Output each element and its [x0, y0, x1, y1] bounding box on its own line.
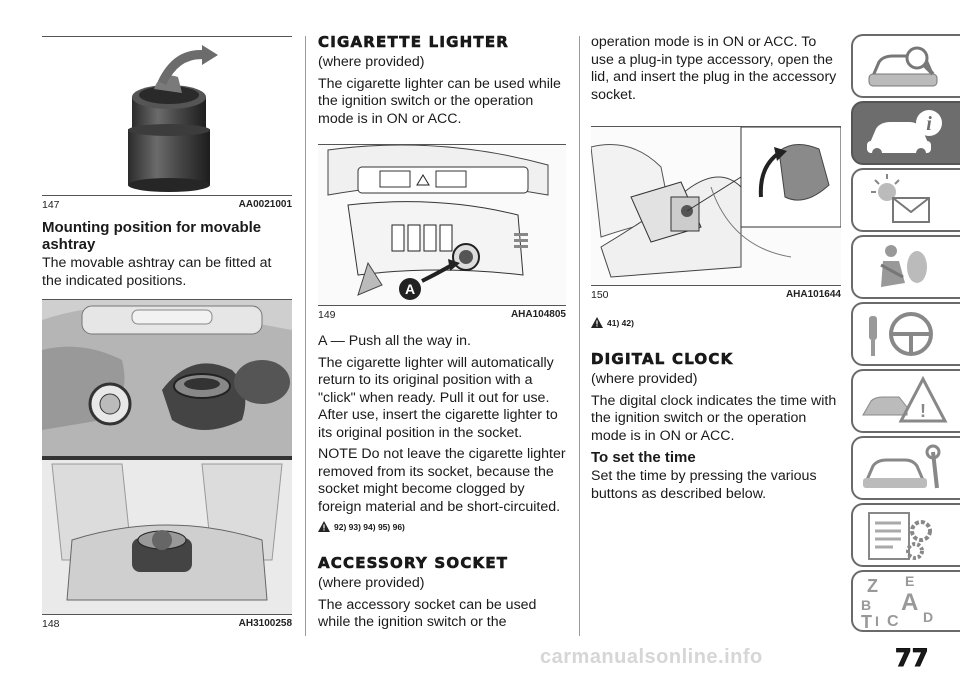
figure-code: AH3100258	[238, 618, 292, 629]
section-title: DIGITAL CLOCK	[591, 350, 734, 368]
index-letter: Z	[867, 576, 878, 596]
column-1	[42, 0, 292, 630]
column-separator	[305, 36, 306, 636]
airbag-person-icon	[853, 237, 953, 297]
reference-numbers: 41) 42)	[607, 317, 634, 328]
callout-label-a: A	[404, 281, 416, 297]
tab-index[interactable]	[851, 570, 960, 632]
svg-text:i: i	[926, 113, 932, 135]
where-provided-note: (where provided)	[591, 371, 698, 387]
index-letter: I	[875, 613, 879, 629]
tab-warning-lights[interactable]	[851, 168, 960, 232]
tab-emergency[interactable]	[851, 369, 960, 433]
column-3	[591, 0, 841, 503]
paragraph: The accessory socket can be used while the ignition switch or the	[318, 596, 537, 630]
warning-references	[591, 317, 841, 328]
index-letter: T	[861, 612, 872, 630]
figure-number: 149	[318, 309, 336, 321]
figure-bottom-rule	[42, 195, 292, 196]
paragraph: The cigarette lighter can be used while the ignition switch or the operation mode is in ON or ACC.	[318, 75, 561, 127]
watermark: carmanualsonline.info	[540, 646, 763, 668]
callout-description: A — Push all the way in.	[318, 333, 471, 349]
index-letter: B	[861, 597, 872, 613]
figure-number: 150	[591, 289, 609, 301]
section-title: ACCESSORY SOCKET	[318, 554, 509, 572]
figure-149-cigarette-lighter	[318, 145, 566, 305]
index-letter: D	[923, 609, 934, 625]
where-provided-note: (where provided)	[318, 54, 425, 70]
figure-150-caption	[591, 289, 841, 301]
figure-148-ashtray-positions	[42, 300, 292, 614]
tab-safety[interactable]	[851, 235, 960, 299]
tab-starting-driving[interactable]	[851, 302, 960, 366]
subsection-heading: To set the time	[591, 449, 696, 466]
figure-147-ashtray	[42, 37, 292, 195]
figure-code: AHA101644	[785, 289, 841, 300]
figure-149-caption	[318, 309, 566, 321]
column-separator	[579, 36, 580, 636]
warning-triangle-icon	[318, 521, 330, 532]
tab-technical-info[interactable]	[851, 101, 960, 165]
figure-number: 147	[42, 199, 60, 211]
paragraph: operation mode is in ON or ACC. To use a plug-in type accessory, open the lid, and insert the plug in the accessory socket.	[591, 34, 837, 103]
figure-number: 148	[42, 618, 60, 630]
column-2	[318, 0, 566, 632]
car-info-icon	[853, 103, 953, 163]
paragraph: Set the time by pressing the various buttons as described below.	[591, 468, 817, 502]
index-letter: C	[887, 613, 899, 630]
decorative-vent	[514, 233, 528, 248]
tab-knowing-the-car[interactable]	[851, 34, 960, 98]
warning-triangle-icon	[591, 317, 603, 328]
index-letter: E	[905, 573, 915, 589]
reference-numbers: 92) 93) 94) 95) 96)	[334, 521, 405, 532]
note-paragraph: NOTE Do not leave the cigarette lighter removed from its socket, because the socket might become clogged by foreign material and be short-circuited.	[318, 446, 566, 515]
section-title: CIGARETTE LIGHTER	[318, 33, 510, 51]
figure-bottom-rule	[42, 614, 292, 615]
figure-147-caption	[42, 199, 292, 211]
paragraph: The digital clock indicates the time with the ignition switch or the operation mode is in ON or ACC.	[591, 392, 837, 444]
car-wrench-icon	[853, 438, 953, 498]
figure-bottom-rule	[318, 305, 566, 306]
section-heading: Mounting position for movable ashtray	[42, 219, 262, 253]
tab-maintenance[interactable]	[851, 436, 960, 500]
car-breakdown-warning-icon	[853, 371, 953, 431]
figure-code: AA0021001	[238, 199, 292, 210]
svg-text:!: !	[920, 401, 926, 421]
figure-150-accessory-socket	[591, 127, 841, 285]
spec-sheet-gears-icon	[853, 505, 953, 565]
car-magnifier-icon	[853, 36, 953, 96]
figure-bottom-rule	[591, 285, 841, 286]
tab-technical-data[interactable]	[851, 503, 960, 567]
key-steering-wheel-icon	[853, 304, 953, 364]
figure-148-caption	[42, 618, 292, 630]
where-provided-note: (where provided)	[318, 575, 425, 591]
warning-references	[318, 521, 566, 532]
index-letter: A	[901, 589, 919, 616]
paragraph: The cigarette lighter will automatically return to its original position with a "click" when ready. Pull it out for use. After use, insert the cigarette lighter to its original position in the socket.	[318, 354, 558, 441]
figure-code: AHA104805	[510, 309, 566, 320]
page-number: 77	[895, 644, 929, 672]
paragraph: The movable ashtray can be fitted at the indicated positions.	[42, 255, 272, 289]
alphabet-index-icon	[853, 572, 953, 630]
warning-light-envelope-icon	[853, 170, 953, 230]
